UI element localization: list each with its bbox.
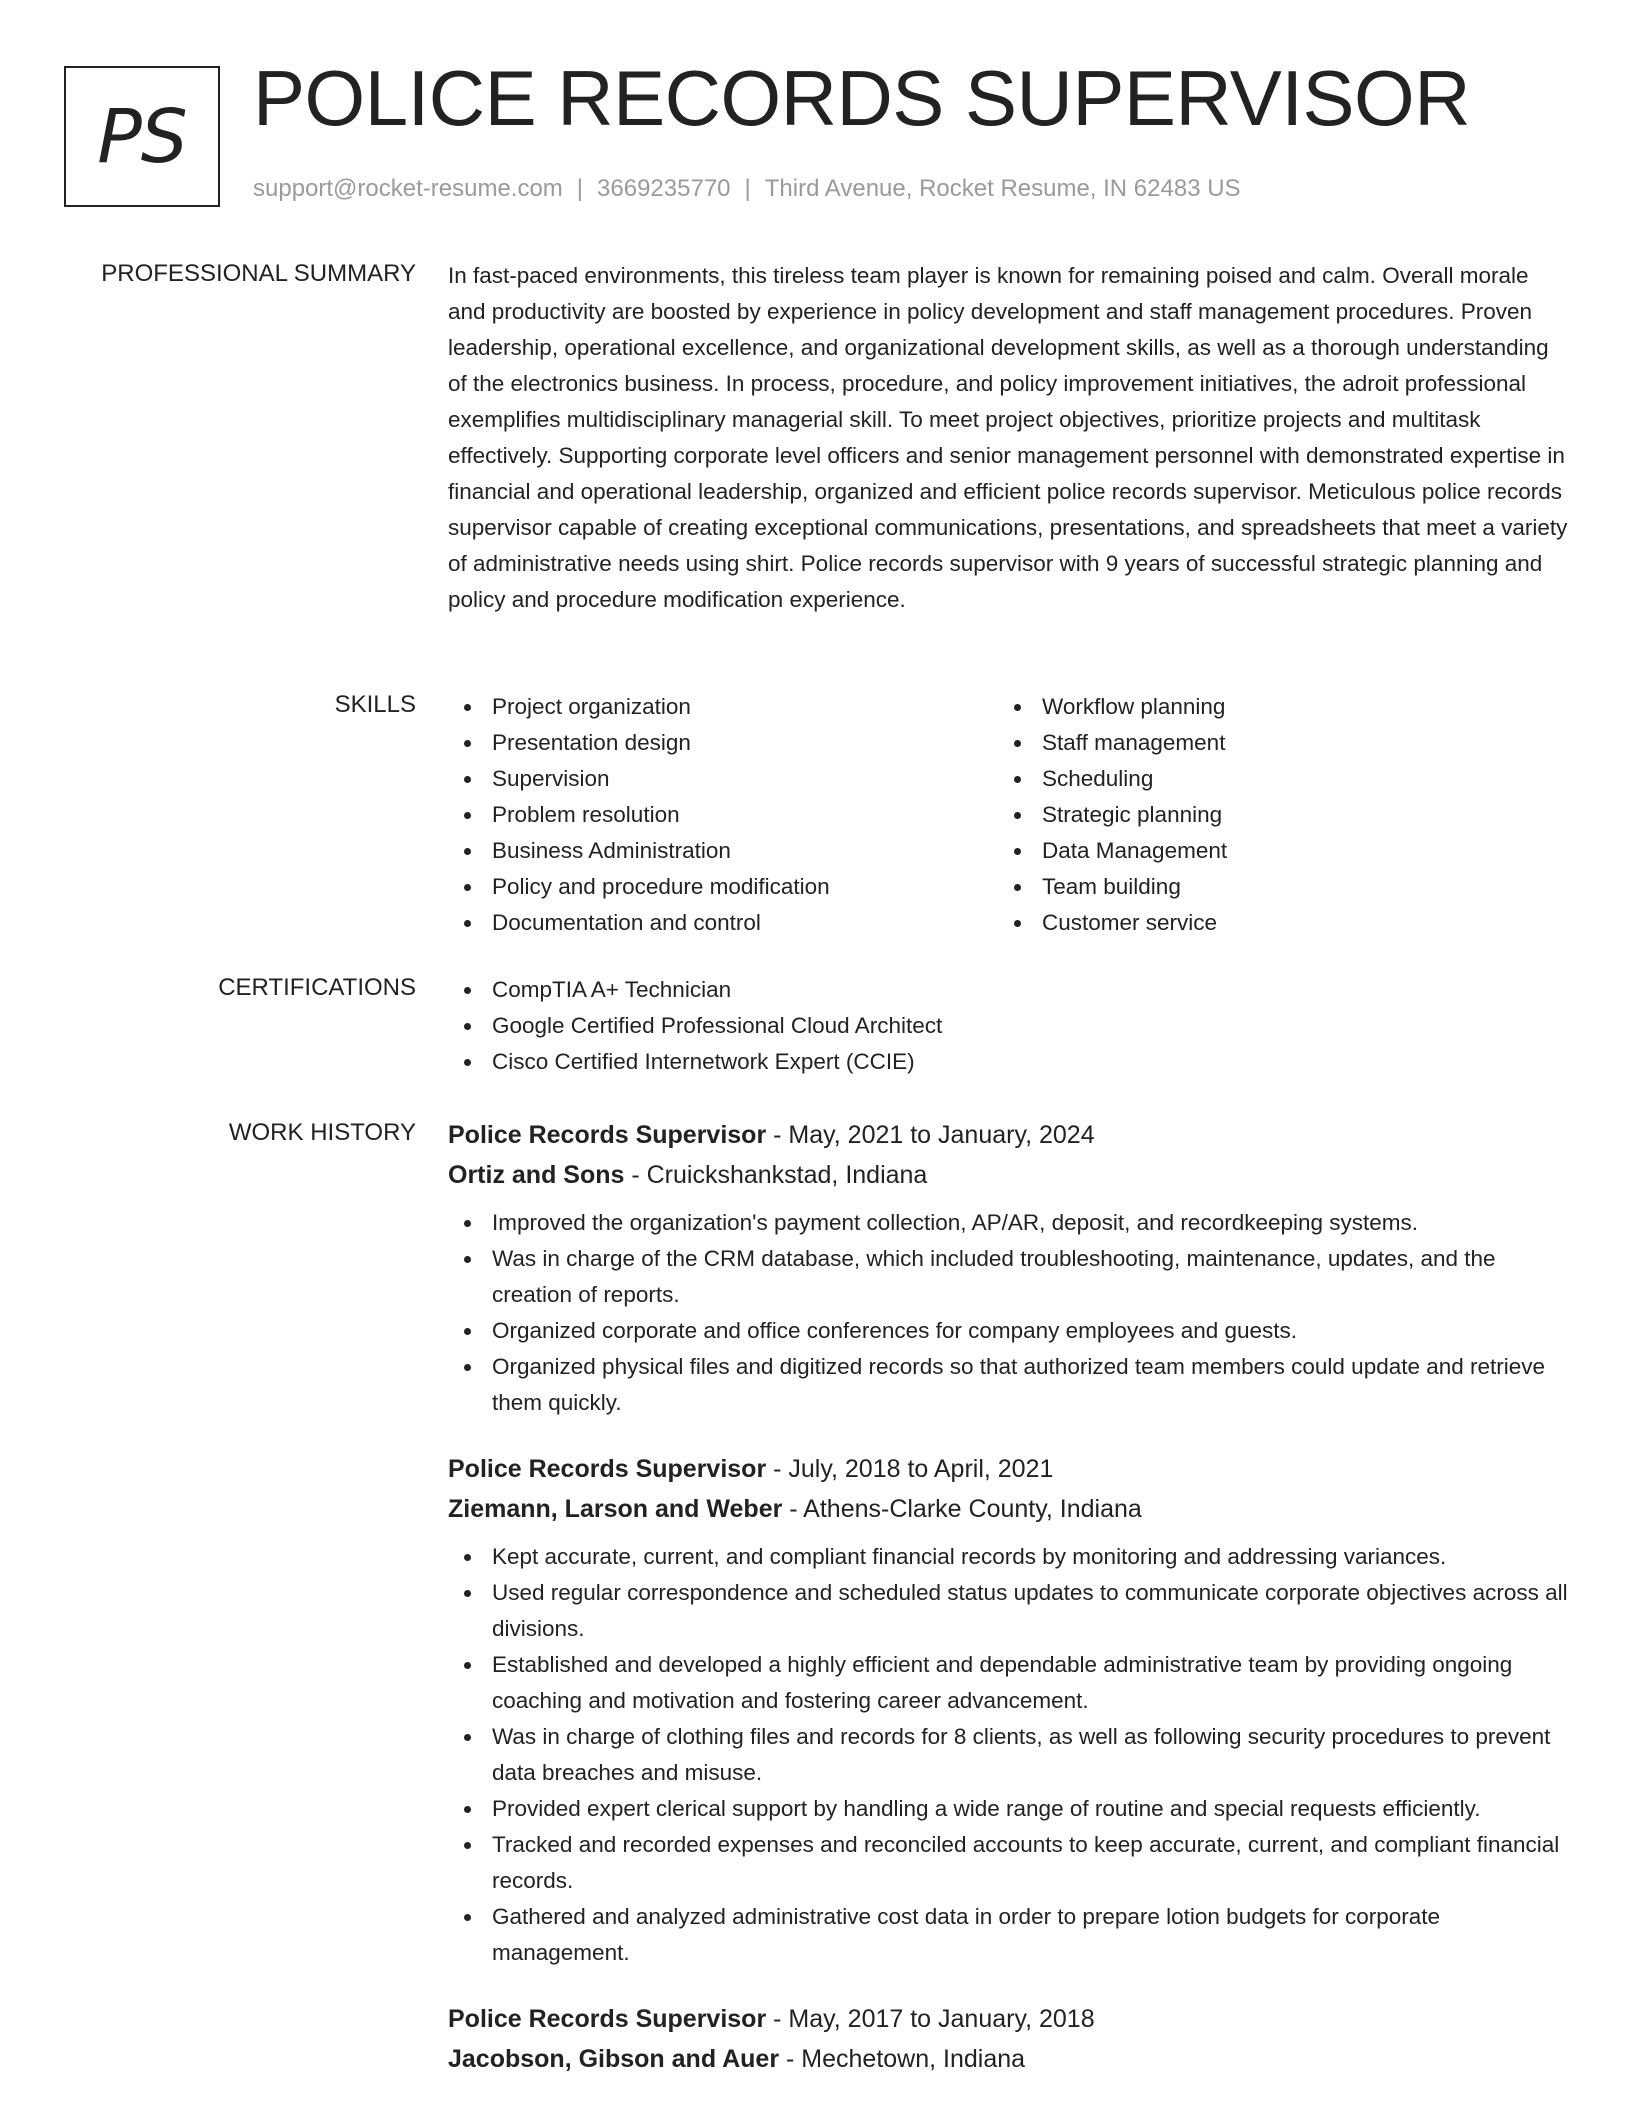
certifications-body [448,972,1568,1080]
skill-item: Presentation design [448,725,998,761]
job-title-line [448,1999,1568,2039]
job-entry [448,1449,1568,1971]
skill-item: Business Administration [448,833,998,869]
job-company: Ortiz and Sons [448,1161,625,1189]
skills-column-left [448,689,998,941]
skill-item: Problem resolution [448,797,998,833]
contact-email[interactable]: support@rocket-resume.com [253,175,563,202]
monogram-box [64,66,220,207]
job-company: Jacobson, Gibson and Auer [448,2045,780,2073]
skill-item: Team building [998,869,1548,905]
monogram-initials: PS [97,93,187,180]
job-bullet: Organized physical files and digitized records so that authorized team members could update and retrieve them quickly. [448,1349,1568,1421]
job-entry [448,1999,1568,2079]
job-company-line [448,1489,1568,1529]
summary-body [448,258,1568,618]
certification-item: CompTIA A+ Technician [448,972,1568,1008]
job-location: - Mechetown, Indiana [779,2045,1026,2073]
certification-item: Google Certified Professional Cloud Architect [448,1008,1568,1044]
job-bullet: Organized corporate and office conferences for company employees and guests. [448,1313,1568,1349]
skill-item: Project organization [448,689,998,725]
job-title: Police Records Supervisor [448,1121,767,1149]
skill-item: Scheduling [998,761,1548,797]
skill-item: Supervision [448,761,998,797]
contact-phone[interactable]: 3669235770 [597,175,731,202]
job-company-line [448,1155,1568,1195]
work-history-body [448,1115,1568,2107]
skill-item: Policy and procedure modification [448,869,998,905]
job-bullet: Was in charge of the CRM database, which included troubleshooting, maintenance, updates, and the creation of reports. [448,1241,1568,1313]
skills-body [448,689,1568,941]
skill-item: Staff management [998,725,1548,761]
section-label-certifications: CERTIFICATIONS [218,974,416,1001]
contact-line [253,175,1241,203]
skill-item: Documentation and control [448,905,998,941]
skill-item: Customer service [998,905,1548,941]
job-title: Police Records Supervisor [448,1455,767,1483]
job-location: - Athens-Clarke County, Indiana [782,1495,1142,1523]
job-company-line [448,2039,1568,2079]
skill-item: Strategic planning [998,797,1548,833]
job-bullet: Kept accurate, current, and compliant financial records by monitoring and addressing variances. [448,1539,1568,1575]
summary-text: In fast-paced environments, this tireless team player is known for remaining poised and calm. Overall morale and productivity are boosted by experience in policy development and staff management procedures. Proven leadership, operational excellence, and organizational development skills, as well as a thorough understanding of the electronics business. In process, procedure, and policy improvement initiatives, the adroit professional exemplifies multidisciplinary managerial skill. To meet project objectives, prioritize projects and multitask effectively. Supporting corporate level officers and senior management personnel with demonstrated expertise in financial and operational leadership, organized and efficient police records supervisor. Meticulous police records supervisor capable of creating exceptional communications, presentations, and spreadsheets that meet a variety of administrative needs using shirt. Police records supervisor with 9 years of successful strategic planning and policy and procedure modification experience. [448,263,1568,612]
page-title: POLICE RECORDS SUPERVISOR [253,54,1471,142]
job-bullet: Was in charge of clothing files and records for 8 clients, as well as following security procedures to prevent data breaches and misuse. [448,1719,1568,1791]
section-label-summary: PROFESSIONAL SUMMARY [101,260,416,287]
job-dates: - May, 2021 to January, 2024 [766,1121,1095,1149]
skills-column-right [998,689,1548,941]
skill-item: Workflow planning [998,689,1548,725]
contact-address: Third Avenue, Rocket Resume, IN 62483 US [764,175,1241,202]
job-title-line [448,1115,1568,1155]
skill-item: Data Management [998,833,1548,869]
job-dates: - May, 2017 to January, 2018 [766,2005,1095,2033]
job-bullet: Used regular correspondence and scheduled status updates to communicate corporate objectives across all divisions. [448,1575,1568,1647]
job-bullet: Tracked and recorded expenses and reconciled accounts to keep accurate, current, and compliant financial records. [448,1827,1568,1899]
job-bullet: Provided expert clerical support by handling a wide range of routine and special requests efficiently. [448,1791,1568,1827]
contact-separator: | [576,175,584,202]
job-title: Police Records Supervisor [448,2005,767,2033]
job-bullet: Gathered and analyzed administrative cost data in order to prepare lotion budgets for corporate management. [448,1899,1568,1971]
job-bullet: Established and developed a highly efficient and dependable administrative team by providing ongoing coaching and motivation and fostering career advancement. [448,1647,1568,1719]
job-entry [448,1115,1568,1421]
certification-item: Cisco Certified Internetwork Expert (CCIE) [448,1044,1568,1080]
job-location: - Cruickshankstad, Indiana [624,1161,928,1189]
job-dates: - July, 2018 to April, 2021 [766,1455,1054,1483]
job-bullet: Improved the organization's payment collection, AP/AR, deposit, and recordkeeping systems. [448,1205,1568,1241]
section-label-skills: SKILLS [334,691,416,718]
section-label-work-history: WORK HISTORY [228,1119,416,1146]
job-company: Ziemann, Larson and Weber [448,1495,783,1523]
contact-separator: | [744,175,751,202]
job-title-line [448,1449,1568,1489]
